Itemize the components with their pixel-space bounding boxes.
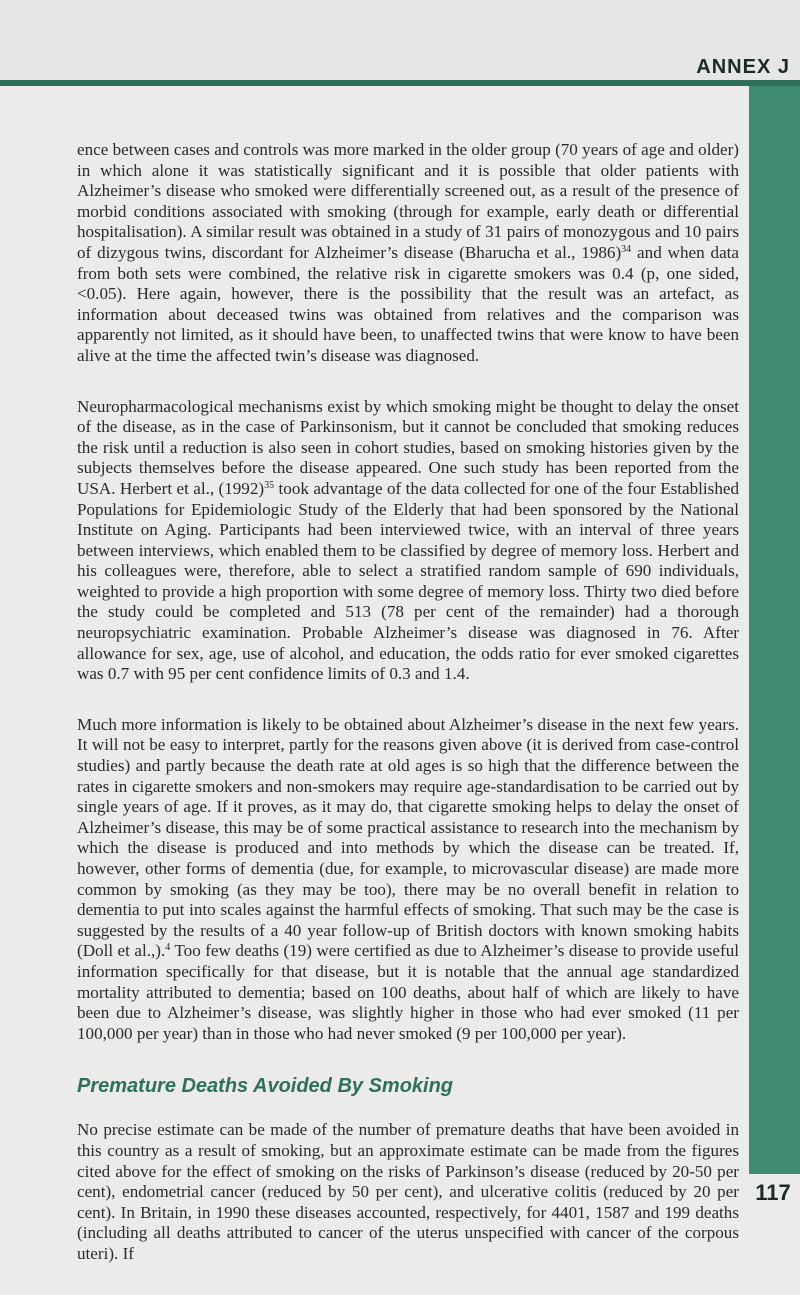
paragraph-premature-deaths [77,1120,739,1264]
paragraph-text: Neuropharmacological mechanisms exist by which smoking might be thought to delay the onset of the disease, as in the case of Parkinsonism, but it cannot be concluded that smoking reduces the risk until a reduction is also seen in cohort studies, based on smoking histories given by the subjects themselves before the disease appeared. One such study has been reported from the USA. Herbert et al., (1992) [77,396,739,498]
reference-marker: 35 [264,479,275,491]
header-rule [0,80,800,86]
paragraph-neuropharmacology [77,397,739,685]
section-heading: Premature Deaths Avoided By Smoking [77,1075,454,1098]
reference-marker: 4 [165,942,171,954]
paragraph-text: Much more information is likely to be obtained about Alzheimer’s disease in the next few years. It will not be easy to interpret, partly for the reasons given above (it is derived from case-control studies) and partly because the death rate at old ages is so high that the difference between the rates in cigarette smokers and non-smokers may require age-standardisation to be carried out by single years of age. If it proves, as it may do, that cigarette smoking helps to delay the onset of Alzheimer’s disease, this may be of some practical assistance to research into the mechanism by which the disease is produced and into methods by which the disease can be treated. If, however, other forms of dementia (due, for example, to microvascular disease) are made more common by smoking (as they may be too), there may be no overall benefit in relation to dementia to put into scales against the harmful effects of smoking. That such may be the case is suggested by the results of a 40 year follow-up of British doctors with known smoking habits (Doll et al.,). [77,714,739,961]
paragraph-twin-studies [77,140,739,367]
reference-marker: 34 [621,243,632,255]
paragraph-future-information [77,715,739,1045]
paragraph-text: and when data from both sets were combined, the relative risk in cigarette smokers was 0.4 (p, one sided, <0.05). Here again, however, there is the possibility that the result was an artefact, as information about deceased twins was obtained from relatives and the comparison was apparently not limited, as it should have been, to unaffected twins that were know to have been alive at the time the affected twin’s disease was diagnosed. [77,242,740,365]
page-number: 117 [755,1180,791,1205]
annex-label: ANNEX J [696,56,790,78]
page-body [77,140,739,1295]
paragraph-text: ence between cases and controls was more marked in the older group (70 years of age and older) in which alone it was statistically significant and it is possible that older patients with Alzheimer’s disease who smoked were differentially screened out, as a result of the presence of morbid conditions associated with smoking (through for example, early death or differential hospitalisation). A similar result was obtained in a study of 31 pairs of monozygous and 10 pairs of dizygous twins, discordant for Alzheimer’s disease (Bharucha et al., 1986) [77,140,739,262]
paragraph-text: No precise estimate can be made of the number of premature deaths that have been avoided in this country as a result of smoking, but an approximate estimate can be made from the figures cited above for the effect of smoking on the risks of Parkinson’s disease (reduced by 20-50 per cent), endometrial cancer (reduced by 50 per cent), and ulcerative colitis (reduced by 20 per cent). In Britain, in 1990 these diseases accounted, respectively, for 4401, 1587 and 199 deaths (including all deaths attributed to cancer of the uterus unspecified with cancer of the corpous uteri). If [77,1120,739,1263]
side-color-strip [749,86,800,1174]
paragraph-text: Too few deaths (19) were certified as due to Alzheimer’s disease to provide useful information specifically for that disease, but it is notable that the annual age standardized mortality attributed to dementia; based on 100 deaths, about half of which are likely to have been due to Alzheimer’s disease, was slightly higher in those who had ever smoked (11 per 100,000 per year) than in those who had never smoked (9 per 100,000 per year). [77,941,739,1043]
page-top-margin [0,0,800,80]
paragraph-text: took advantage of the data collected for one of the four Established Populations for Epidemiologic Study of the Elderly that had been sponsored by the National Institute on Aging. Participants had been interviewed twice, with an interval of three years between interviews, which enabled them to be classified by degree of memory loss. Herbert and his colleagues were, therefore, able to select a stratified random sample of 690 individuals, weighted to provide a high proportion with some degree of memory loss. Thirty two died before the study could be completed and 513 (78 per cent of the remainder) had a thorough neuropsychiatric examination. Probable Alzheimer’s disease was diagnosed in 76. After allowance for sex, age, use of alcohol, and education, the odds ratio for ever smoked cigarettes was 0.7 with 95 per cent confidence limits of 0.3 and 1.4. [77,478,739,684]
